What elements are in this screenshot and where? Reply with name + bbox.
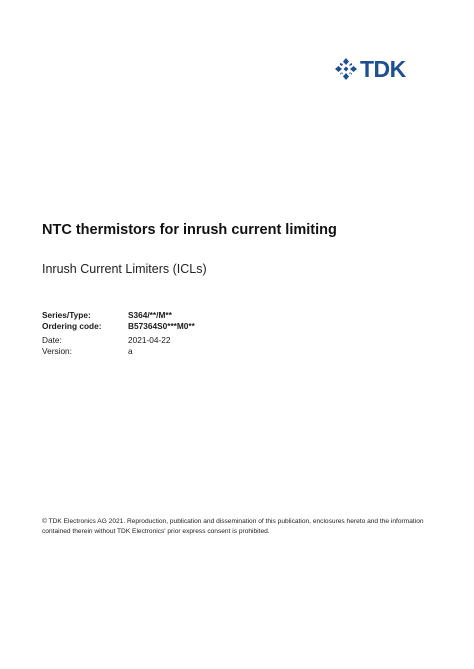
tdk-logo bbox=[334, 57, 406, 81]
version-row bbox=[42, 346, 195, 357]
date-value: 2021-04-22 bbox=[128, 335, 171, 345]
series-type-label: Series/Type: bbox=[42, 310, 91, 320]
document-title: NTC thermistors for inrush current limiting bbox=[42, 222, 337, 238]
ordering-code-label: Ordering code: bbox=[42, 320, 102, 331]
date-label: Date: bbox=[42, 335, 62, 345]
document-subtitle: Inrush Current Limiters (ICLs) bbox=[42, 262, 207, 276]
version-label: Version: bbox=[42, 345, 72, 356]
version-value: a bbox=[128, 345, 133, 356]
series-type-value: S364/**/M** bbox=[128, 310, 172, 320]
document-metadata bbox=[42, 310, 195, 356]
logo-text: TDK bbox=[360, 56, 406, 82]
tdk-diamond-logo-icon bbox=[334, 57, 358, 81]
copyright-notice: © TDK Electronics AG 2021. Reproduction, publication and dissemination of this publication, enclosures hereto and the information contained therein without TDK Electronics' prior express consent is prohibited. bbox=[42, 518, 424, 535]
series-type-row bbox=[42, 310, 195, 321]
ordering-code-value: B57364S0***M0** bbox=[128, 320, 195, 331]
ordering-code-row bbox=[42, 321, 195, 332]
date-row bbox=[42, 335, 195, 346]
